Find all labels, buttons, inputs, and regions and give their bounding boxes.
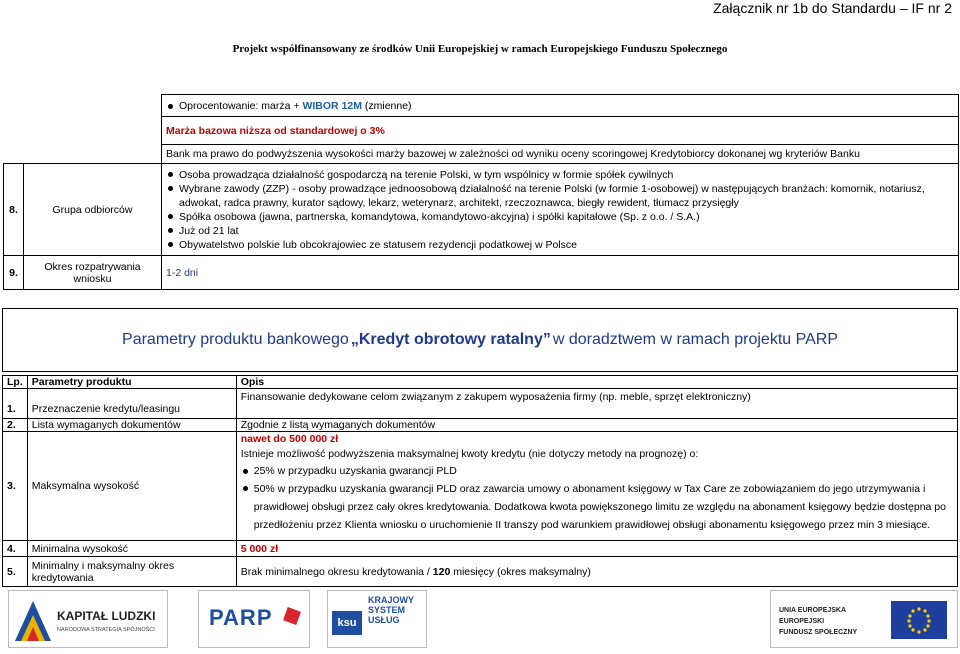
header-param: Parametry produktu — [27, 376, 236, 389]
table-top — [3, 94, 959, 290]
bullet-icon — [168, 104, 173, 109]
kl-subtitle: NARODOWA STRATEGIA SPÓJNOŚCI — [57, 627, 155, 633]
parp-mark-icon — [283, 607, 301, 625]
list-item: Już od 21 lat — [179, 224, 239, 237]
table-params — [2, 375, 958, 587]
bullet-icon — [168, 214, 173, 219]
ksu-line: SYSTEM — [368, 605, 406, 615]
row-number: 2. — [3, 419, 28, 432]
parp-text: PARP — [209, 605, 273, 630]
row-label: Minimalny i maksymalny okres kredytowania — [27, 557, 236, 587]
list-item: Obywatelstwo polskie lub obcokrajowiec ze statusem rezydencji podatkowej w Polsce — [179, 238, 578, 251]
project-header: Projekt współfinansowany ze środków Unii Europejskiej w ramach Europejskiego Funduszu Społecznego — [232, 43, 728, 55]
row-label: Okres rozpatrywania wniosku — [24, 256, 162, 290]
row-label: Lista wymaganych dokumentów — [27, 419, 236, 432]
bullet-icon — [243, 469, 248, 474]
bullet-icon — [168, 172, 173, 177]
list-item: 50% w przypadku uzyskania gwarancji PLD oraz zawarcia umowy o abonament księgowy w Tax Care ze zobowiązaniem do jego utrzymywania i prawidłowej obsługi przez cały okres kredytowania. Dodatkowa kwota powiększonego limitu ze względu na abonament księgowy będzie dostępna po przedłożeniu przez Klienta wniosku o uruchomienie II transzy pod warunkiem prawidłowej obsługi abonamentu księgowego przez min 3 miesiące. — [253, 483, 946, 531]
logos-bar — [0, 590, 960, 650]
list-item: Osoba prowadząca działalność gospodarczą na terenie Polski, w tym wspólnicy w formie spółek cywilnych — [179, 168, 674, 181]
empty-cell — [4, 145, 162, 164]
row-number: 9. — [4, 256, 24, 290]
interest-text: Oprocentowanie: marża + WIBOR 12M (zmienne) — [179, 99, 412, 112]
list-item: Wybrane zawody (ZZP) - osoby prowadzące jednoosobową działalność na terenie Polski (w formie 1-osobowej) w następujących branżach: komornik, notariusz, adwokat, radca prawny, kurator sądowy, lekarz, weterynarz, architekt, rzeczoznawca, biegły rewident, tłumacz przysięgły — [179, 182, 925, 209]
title-product: „Kredyt obrotowy ratalny” — [350, 331, 551, 348]
increase-intro: Istnieje możliwość podwyższenia maksymalnej kwoty kredytu (nie dotyczy metody na prognozę) o: — [240, 448, 699, 460]
list-item: Spółka osobowa (jawna, partnerska, komandytowa, komandytowo-akcyjna) i spółki kapitałowe (Sp. z o.o. / S.A.) — [179, 210, 700, 223]
kl-title: KAPITAŁ LUDZKI — [57, 609, 156, 623]
processing-time: 1-2 dni — [162, 256, 959, 290]
purpose-value: Finansowanie dedykowane celom związanym z zakupem wyposażenia firmy (np. meble, sprzęt elektroniczny) — [236, 389, 957, 419]
documents-value: Zgodnie z listą wymaganych dokumentów — [236, 419, 957, 432]
eu-text — [779, 605, 857, 638]
bullet-icon — [168, 228, 173, 233]
row-label: Grupa odbiorców — [24, 164, 162, 256]
ksu-badge: ksu — [332, 611, 362, 635]
attachment-header: Załącznik nr 1b do Standardu – IF nr 2 — [713, 0, 952, 16]
ksu-line: KRAJOWY — [368, 595, 415, 605]
period-value — [236, 557, 957, 587]
period-max: 120 — [432, 565, 451, 578]
header-lp: Lp. — [3, 376, 28, 389]
row-number: 4. — [3, 541, 28, 557]
row-number: 5. — [3, 557, 28, 587]
eu-line: UNIA EUROPEJSKA — [779, 607, 847, 614]
max-amount-cell — [236, 432, 957, 541]
period-text: Brak minimalnego okresu kredytowania / — [240, 565, 433, 578]
row-label: Przeznaczenie kredytu/leasingu — [27, 389, 236, 419]
title-before: Parametry produktu bankowego — [122, 331, 349, 348]
recipients-list — [162, 164, 959, 256]
eu-logo — [770, 590, 958, 648]
row-number: 1. — [3, 389, 28, 419]
ksu-text — [368, 595, 414, 625]
title-after: w doradztwem w ramach projektu PARP — [552, 331, 838, 348]
wibor-highlight: WIBOR 12M — [302, 99, 362, 112]
kl-emblem-icon — [13, 597, 53, 643]
empty-cell — [4, 117, 162, 145]
header-desc: Opis — [236, 376, 957, 389]
ksu-line: USŁUG — [368, 615, 400, 625]
row-number: 3. — [3, 432, 28, 541]
bullet-icon — [168, 242, 173, 247]
row-label: Maksymalna wysokość — [27, 432, 236, 541]
bank-right-text: Bank ma prawo do podwyższenia wysokości marży bazowej w zależności od wyniku oceny scoringowej Kredytobiorcy dokonanej wg kryteriów Banku — [162, 145, 959, 164]
row-label: Minimalna wysokość — [27, 541, 236, 557]
max-amount: nawet do 500 000 zł — [240, 433, 339, 445]
bullet-icon — [168, 186, 173, 191]
interest-cell — [162, 95, 959, 117]
eu-stars-icon — [891, 601, 947, 639]
parp-logo — [198, 590, 310, 648]
eu-flag-icon — [891, 601, 947, 639]
margin-note: Marża bazowa niższa od standardowej o 3% — [162, 117, 959, 145]
eu-line: FUNDUSZ SPOŁECZNY — [779, 629, 858, 636]
bullet-icon — [243, 486, 248, 491]
empty-cell — [4, 95, 162, 117]
row-number: 8. — [4, 164, 24, 256]
eu-line: EUROPEJSKI — [779, 618, 825, 625]
ksu-logo — [327, 590, 427, 648]
section-title — [2, 308, 958, 372]
min-amount: 5 000 zł — [236, 541, 957, 557]
period-text: miesięcy (okres maksymalny) — [450, 565, 591, 578]
list-item: 25% w przypadku uzyskania gwarancji PLD — [253, 465, 457, 477]
kapital-ludzki-logo — [8, 590, 168, 648]
